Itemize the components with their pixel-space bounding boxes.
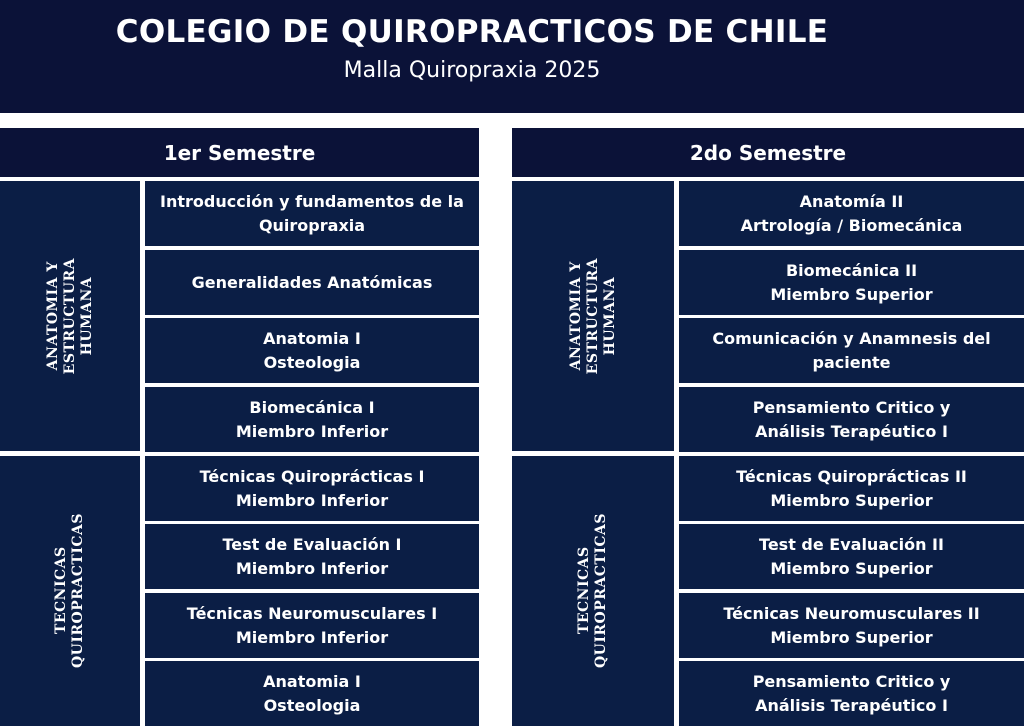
group-label: TECNICAS QUIROPRACTICAS <box>576 513 609 669</box>
course-cell: Técnicas Neuromusculares II Miembro Superior <box>679 593 1024 658</box>
page-subtitle: Malla Quiropraxia 2025 <box>343 58 601 83</box>
header-banner <box>0 0 1024 113</box>
course-cell: Biomecánica II Miembro Superior <box>679 250 1024 315</box>
course-cell: Técnicas Quiroprácticas I Miembro Inferior <box>145 456 479 521</box>
course-cell: Anatomía II Artrología / Biomecánica <box>679 181 1024 246</box>
course-cell: Generalidades Anatómicas <box>145 250 479 315</box>
course-cell: Pensamiento Critico y Análisis Terapéutico I <box>679 661 1024 726</box>
group-tecnicas <box>512 456 674 726</box>
semester-column-1 <box>0 128 479 726</box>
course-cell: Introducción y fundamentos de la Quiropraxia <box>145 181 479 246</box>
course-cell: Técnicas Quiroprácticas II Miembro Superior <box>679 456 1024 521</box>
course-cell: Test de Evaluación II Miembro Superior <box>679 524 1024 589</box>
group-label: ANATOMIA Y ESTRUCTURA HUMANA <box>44 257 95 375</box>
course-cell: Test de Evaluación I Miembro Inferior <box>145 524 479 589</box>
group-label: ANATOMIA Y ESTRUCTURA HUMANA <box>567 257 618 375</box>
course-cell: Pensamiento Critico y Análisis Terapéutico I <box>679 387 1024 452</box>
group-label: TECNICAS QUIROPRACTICAS <box>53 513 86 669</box>
group-tecnicas <box>0 456 140 726</box>
course-cell: Técnicas Neuromusculares I Miembro Inferior <box>145 593 479 658</box>
course-cell: Anatomia I Osteologia <box>145 661 479 726</box>
page-title: COLEGIO DE QUIROPRACTICOS DE CHILE <box>115 14 829 50</box>
semester-column-2 <box>512 128 1024 726</box>
semester-title: 2do Semestre <box>512 128 1024 177</box>
group-anatomia <box>0 181 140 451</box>
course-cell: Biomecánica I Miembro Inferior <box>145 387 479 452</box>
semester-title: 1er Semestre <box>0 128 479 177</box>
course-cell: Anatomia I Osteologia <box>145 318 479 383</box>
course-cell: Comunicación y Anamnesis del paciente <box>679 318 1024 383</box>
group-anatomia <box>512 181 674 451</box>
